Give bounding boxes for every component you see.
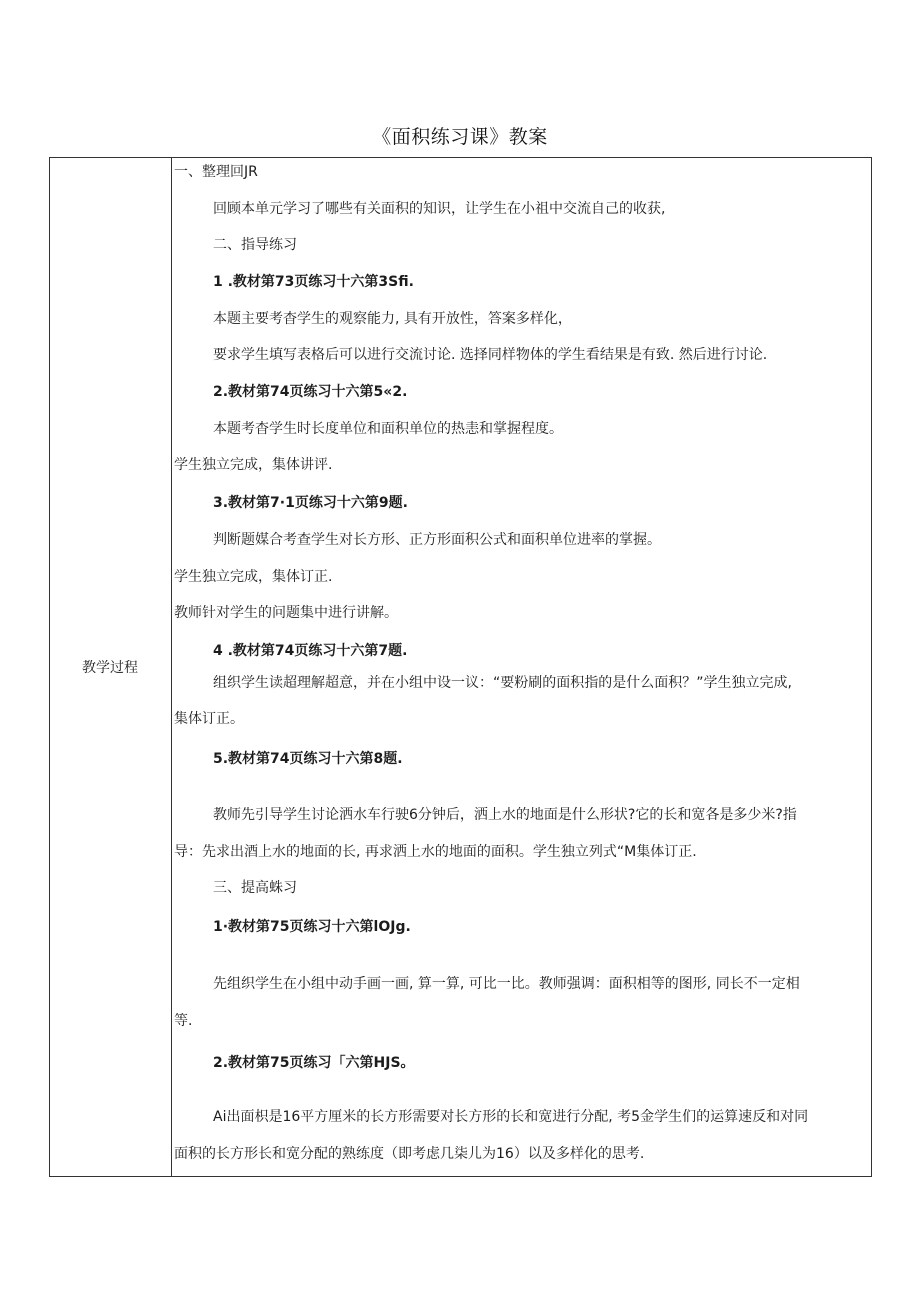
paragraph: 教师先引导学生讨论洒水车行驶6分钟后，洒上水的地面是什么形状?它的长和宽各是多少米?指	[213, 807, 797, 823]
paragraph: 要求学生填写表格后可以进行交流讨论. 选择同样物体的学生看结果是有致. 然后进行讨论.	[213, 347, 768, 363]
item-7-heading: 2.教材第75页练习「六第HJS。	[213, 1055, 415, 1071]
paragraph: 组织学生读超理解超意，并在小组中设一议：“要粉刷的面积指的是什么面积？”学生独立完成,	[213, 675, 792, 691]
column-divider	[171, 157, 172, 1177]
paragraph: Ai出面枳是16平方厘米的长方形需要对长方形的长和宽进行分配, 考5金学生们的运算速反和对同	[213, 1109, 809, 1125]
item-6-heading: 1·教材第75页练习十六第lOJg.	[213, 919, 411, 935]
paragraph: 本题考杳学生时长度单位和面积单位的热恚和掌握程度。	[213, 421, 563, 437]
section-2-heading: 二、指导练习	[213, 237, 297, 253]
paragraph: 先组织学生在小组中动手画一画, 算一算, 可比一比。教师强调：面积相等的图形, 同长不一定相	[213, 976, 800, 992]
section-3-heading: 三、提高蛛习	[213, 880, 297, 896]
item-3-heading: 3.教材第7·1页练习十六第9题.	[213, 495, 408, 511]
row-label-teaching-process: 教学过程	[82, 660, 138, 676]
paragraph: 等.	[174, 1013, 193, 1029]
item-2-heading: 2.教材第74页练习十六第5«2.	[213, 384, 408, 400]
item-4-heading: 4 .教材第74页练习十六第7题.	[213, 643, 408, 659]
item-5-heading: 5.教材第74页练习十六第8题.	[213, 751, 403, 767]
item-1-heading: 1 .教材第73页练习十六第3Sfi.	[213, 274, 414, 290]
paragraph: 回顾本单元学习了哪些有关面积的知识，让学生在小祖中交流自己的收获,	[213, 201, 666, 217]
paragraph: 集体订正。	[174, 711, 244, 727]
paragraph: 导：先求出酒上水的地面的长, 再求洒上水的地面的面积。学生独立列式“M集体订正.	[174, 844, 697, 860]
section-1-heading: 一、整理回JR	[174, 164, 258, 180]
paragraph: 面积的长方形长和宽分配的熟练度（即考虑几柒儿为16）以及多样化的思考.	[174, 1146, 645, 1162]
paragraph: 教师针对学生的问题集中进行讲解。	[174, 605, 398, 621]
paragraph: 判断题媒合考查学生对长方形、正方形面积公式和面积单位进率的掌握。	[213, 532, 661, 548]
paragraph: 学生独立完成，集体订正.	[174, 569, 333, 585]
paragraph: 学生独立完成，集体讲评.	[174, 457, 333, 473]
document-title: 《面积练习课》教案	[372, 126, 548, 148]
paragraph: 本题主要考杳学生的观察能力, 具有开放性，答案多样化，	[213, 311, 572, 327]
